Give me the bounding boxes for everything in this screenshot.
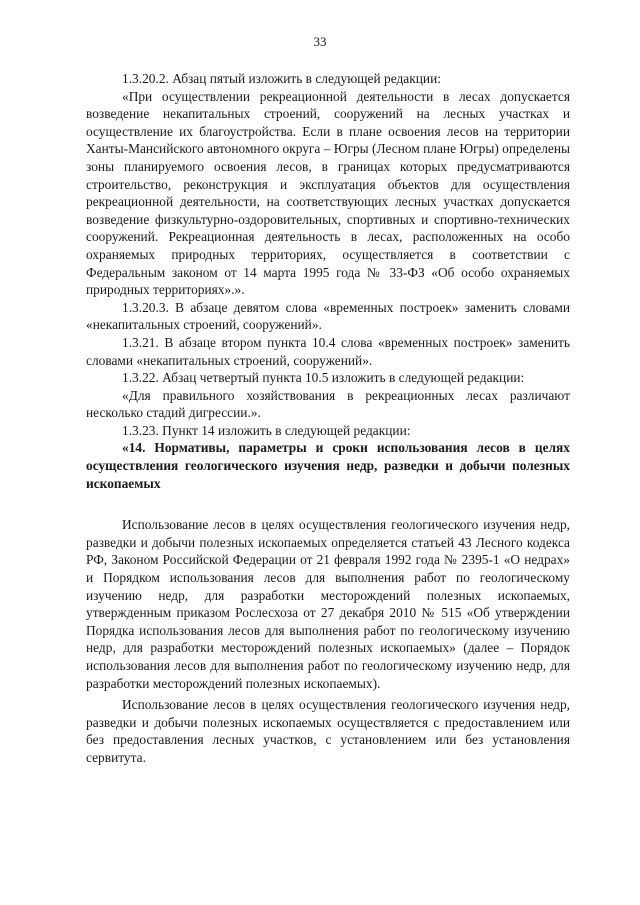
paragraph-1-3-22: 1.3.22. Абзац четвертый пункта 10.5 изложить в следующей редакции:	[122, 370, 525, 386]
paragraph-1-3-20-2: 1.3.20.2. Абзац пятый изложить в следующей редакции:	[122, 71, 441, 86]
page-number: 33	[313, 34, 327, 49]
paragraph-digression-quote: «Для правильного хозяйствования в рекреационных лесах различают несколько стадий дигрессии.».	[86, 387, 570, 421]
paragraph-forest-use-modes: Использование лесов в целях осуществления геологического изучения недр, разведки и добычи полезных ископаемых осуществляется с предоставлением или без предоставления лесных участков, с установлением или без установления сервитута.	[86, 697, 570, 765]
paragraph-1-3-21: 1.3.21. В абзаце втором пункта 10.4 слова «временных построек» заменить словами «некапитальных строений, сооружений».	[86, 334, 570, 368]
paragraph-forest-use-basis: Использование лесов в целях осуществления геологического изучения недр, разведки и добычи полезных ископаемых определяется статьей 43 Лесного кодекса РФ, Законом Российской Федерации от 21 февраля 1992 года № 2395-1 «О недрах» и Порядком использования лесов для выполнения работ по геологическому изучению недр, для разработки месторождений полезных ископаемых, утвержденным приказом Рослесхоза от 27 декабря 2010 № 515 «Об утверждении Порядка использования лесов для выполнения работ по геологическому изучению недр, для разработки месторождений полезных ископаемых» (далее – Порядок использования лесов для выполнения работ по геологическому изучению недр, для разработки месторождений полезных ископаемых).	[86, 517, 570, 691]
paragraph-1-3-23: 1.3.23. Пункт 14 изложить в следующей редакции:	[122, 422, 411, 438]
spacer	[86, 492, 570, 516]
paragraph-recreation-quote: «При осуществлении рекреационной деятельности в лесах допускается возведение некапитальных строений, сооружений на лесных участках и осуществление их благоустройства. Если в плане освоения лесов на территории Ханты-Мансийского автономного округа – Югры (Лесном плане Югры) определены зоны планируемого освоения лесов, в границах которых предусматриваются строительство, реконструкция и эксплуатация объектов для осуществления рекреационной деятельности, на соответствующих лесных участках допускается возведение физкультурно-оздоровительных, спортивных и спортивно-технических сооружений. Рекреационная деятельность в лесах, расположенных на особо охраняемых природных территориях, осуществляется в соответствии с Федеральным законом от 14 марта 1995 года № 33-ФЗ «Об особо охраняемых природных территориях».».	[86, 88, 570, 298]
document-body	[86, 70, 570, 767]
paragraph-1-3-20-3: 1.3.20.3. В абзаце девятом слова «временных построек» заменить словами «некапитальных строений, сооружений».	[86, 299, 570, 333]
section-heading: «14. Нормативы, параметры и сроки использования лесов в целях осуществления геологического изучения недр, разведки и добычи полезных ископаемых	[86, 440, 570, 491]
